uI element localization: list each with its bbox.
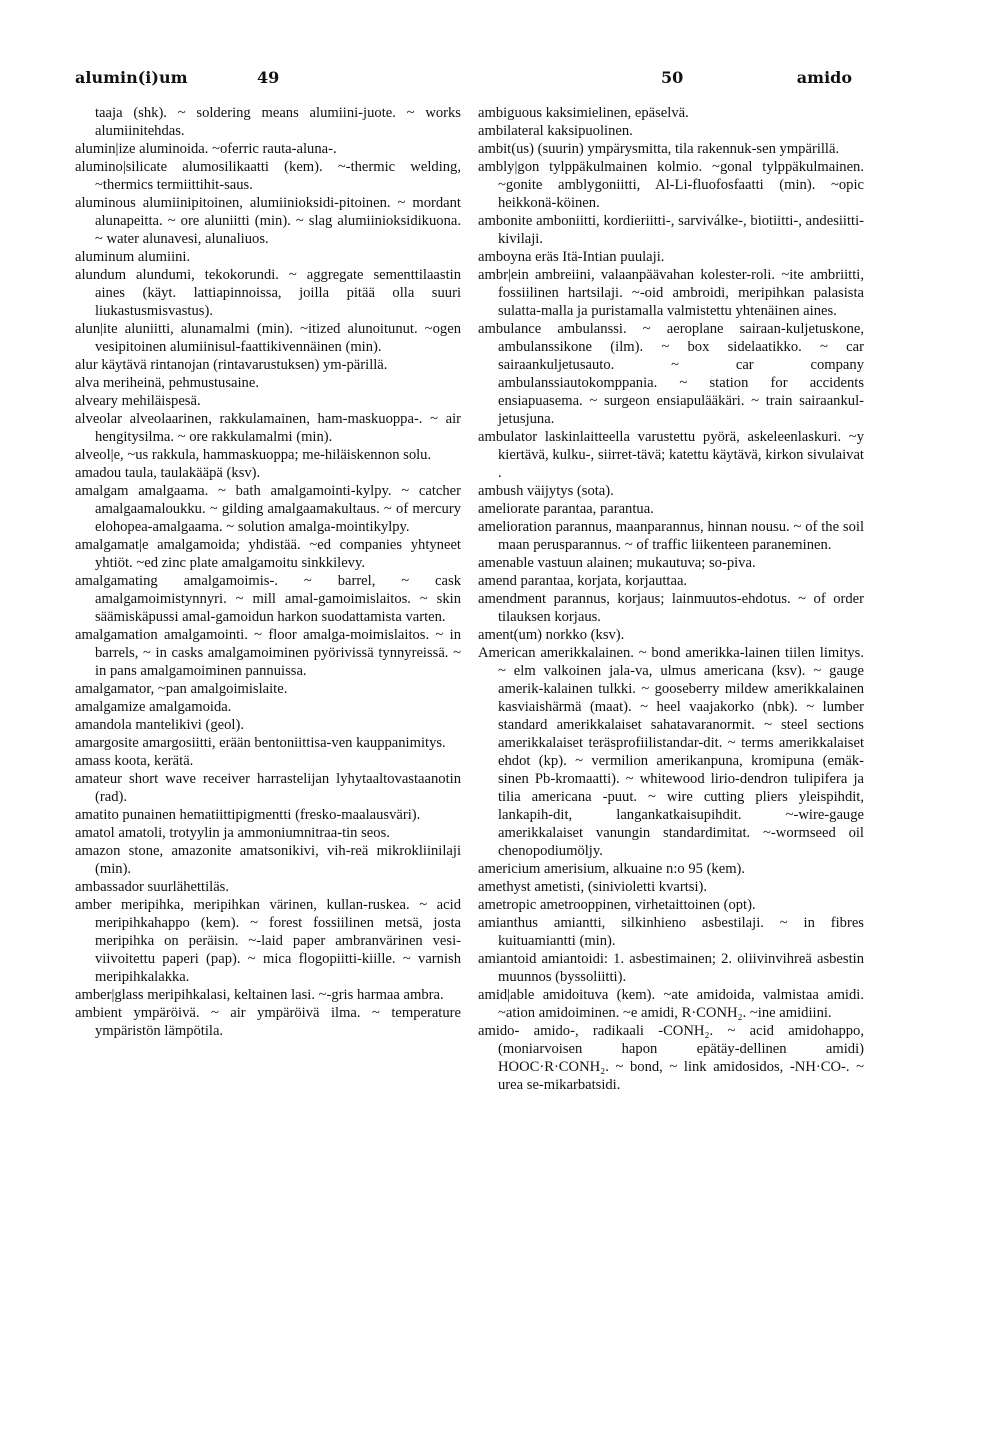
dictionary-entry: alur käytävä rintanojan (rintavarustuksen) ym-pärillä. [75, 357, 388, 373]
dictionary-entry: amazon stone, amazonite amatsonikivi, vih-reä mikrokliinilaji (min). [75, 843, 461, 877]
dictionary-entry: ambonite amboniitti, kordieriitti-, sarviválke-, biotiitti-, andesiitti-kivilaji. [478, 213, 864, 247]
dictionary-entry: ambulator laskinlaitteella varustettu pyörä, askeleenlaskuri. ~y kiertävä, kulku-, siirret-tävä; katettu käytävä, kirkon sivulaivat . [478, 429, 864, 481]
running-head-left: alumin(i)um [75, 68, 188, 87]
dictionary-entry: ambly|gon tylppäkulmainen kolmio. ~gonal tylppäkulmainen. ~gonite amblygoniitti, Al-Li-fluofosfaatti (min). ~opic heikkonä-köinen. [478, 159, 864, 211]
dictionary-entry: amend parantaa, korjata, korjauttaa. [478, 573, 688, 589]
dictionary-entry: amatol amatoli, trotyylin ja ammoniumnitraa-tin seos. [75, 825, 390, 841]
dictionary-entry: amalgam amalgaama. ~ bath amalgamointi-kylpy. ~ catcher amalgaamaloukku. ~ gilding amalgaamakultaus. ~ of mercury elohopea-amalgaama. ~ solution amalga-mointikylpy. [75, 483, 461, 535]
dictionary-entry: alveary mehiläispesä. [75, 393, 201, 409]
dictionary-entry: alveolar alveolaarinen, rakkulamainen, ham-maskuoppa-. ~ air hengitysilma. ~ ore rakkulamalmi (min). [75, 411, 461, 445]
page-number-right: 50 [661, 68, 684, 87]
running-head-right: amido [796, 68, 852, 87]
page-number-left: 49 [257, 68, 280, 87]
dictionary-entry: ament(um) norkko (ksv). [478, 627, 625, 643]
dictionary-entry: American amerikkalainen. ~ bond amerikka-lainen tiilen limitys. ~ elm valkoinen jala-va, ulmus americana (ksv). ~ gauge amerik-kalainen tulkki. ~ gooseberry mildew amerikkalainen kasviaishärmä (maat). ~ heel vaajakorko (nbk). ~ lumber standard amerikkalaiset sahatavaranormit. ~ steel sections amerikkalaiset teräsprofiilistandar-dit. ~ terms amerikkalaiset ehdot (kp). ~ vermilion amerikanpuna, kromipuna (emäk-sinen Pb-kromaatti). ~ whitewood lirio-dendron tulipifera ja tilia americana -puut. ~ wire cutting pliers yleispihdit, lankapih-dit, langankatkaisupihdit. ~-wire-gauge amerikkalaiset vanungin standardimitat. ~-wormseed oil chenopodiumöljy. [478, 645, 864, 859]
dictionary-entry: amendment parannus, korjaus; lainmuutos-ehdotus. ~ of order tilauksen korjaus. [478, 591, 864, 625]
dictionary-entry: amalgamating amalgamoimis-. ~ barrel, ~ cask amalgamoimistynnyri. ~ mill amal-gamoimislaitos. ~ skin säämiskäpussi amal-gamoidun harkon suodattamista varten. [75, 573, 461, 625]
dictionary-entry: amargosite amargosiitti, erään bentoniittisa-ven kauppanimitys. [75, 735, 446, 751]
dictionary-entry: amethyst ametisti, (sinivioletti kvartsi). [478, 879, 708, 895]
dictionary-entry: alun|ite aluniitti, alunamalmi (min). ~itized alunoitunut. ~ogen vesipitoinen alumiinisul-faattikivennäinen (min). [75, 321, 461, 355]
dictionary-entry: alumino|silicate alumosilikaatti (kem). ~-thermic welding, ~thermics termiittihit-saus. [75, 159, 461, 193]
dictionary-entry: amido- amido-, radikaali -CONH₂. ~ acid amidohappo, (moniarvoisen hapon epätäy-dellinen amidi) HOOC·R·CONH₂. ~ bond, ~ link amidosidos, -NH·CO-. ~ urea se-mikarbatsidi. [478, 1023, 864, 1093]
dictionary-entry: amid|able amidoituva (kem). ~ate amidoida, valmistaa amidi. ~ation amidoiminen. ~e amidi, R·CONH₂. ~ine amidiini. [478, 987, 864, 1021]
right-column [478, 104, 864, 1094]
dictionary-entry: amenable vastuun alainen; mukautuva; so-piva. [478, 555, 756, 571]
dictionary-entry: amboyna eräs Itä-Intian puulaji. [478, 249, 665, 265]
dictionary-entry: amatito punainen hematiittipigmentti (fresko-maalausväri). [75, 807, 421, 823]
dictionary-entry: amass koota, kerätä. [75, 753, 194, 769]
dictionary-entry: americium amerisium, alkuaine n:o 95 (kem). [478, 861, 746, 877]
dictionary-entry: aluminum alumiini. [75, 249, 191, 265]
dictionary-entry: ambush väijytys (sota). [478, 483, 614, 499]
dictionary-entry: ambit(us) (suurin) ympärysmitta, tila rakennuk-sen ympärillä. [478, 141, 840, 157]
dictionary-entry: amalgamation amalgamointi. ~ floor amalga-moimislaitos. ~ in barrels, ~ in casks amalgamoiminen pyörivissä tynnyreissä. ~ in pans amalgamoiminen pannuissa. [75, 627, 461, 679]
dictionary-entry: amber meripihka, meripihkan värinen, kullan-ruskea. ~ acid meripihkahappo (kem). ~ forest fossiilinen metsä, josta meripihka on peräisin. ~-laid paper ambranvärinen vesi-viivoitettu paperi (pap). ~ mica flogopiitti-kiille. ~ varnish meripihkalakka. [75, 897, 461, 985]
dictionary-entry: amateur short wave receiver harrastelijan lyhytaaltovastaanotin (rad). [75, 771, 461, 805]
dictionary-entry: ambiguous kaksimielinen, epäselvä. [478, 105, 689, 121]
dictionary-entry: amalgamize amalgamoida. [75, 699, 232, 715]
dictionary-entry: amalgamator, ~pan amalgoimislaite. [75, 681, 288, 697]
dictionary-entry: amandola mantelikivi (geol). [75, 717, 244, 733]
dictionary-entry: amber|glass meripihkalasi, keltainen lasi. ~-gris harmaa ambra. [75, 987, 444, 1003]
dictionary-entry: alundum alundumi, tekokorundi. ~ aggregate sementtilaastin aines (käyt. lattiapinnoissa, joilla pitää olla suuri liukastusmisvastus). [75, 267, 461, 319]
dictionary-entry: ameliorate parantaa, parantua. [478, 501, 654, 517]
dictionary-entry: alumin|ize aluminoida. ~oferric rauta-aluna-. [75, 141, 337, 157]
dictionary-entry: amadou taula, taulakääpä (ksv). [75, 465, 261, 481]
dictionary-entry: amelioration parannus, maanparannus, hinnan nousu. ~ of the soil maan perusparannus. ~ of traffic liikenteen paraneminen. [478, 519, 864, 553]
dictionary-entry: alveol|e, ~us rakkula, hammaskuoppa; me-hiläiskennon solu. [75, 447, 432, 463]
dictionary-entry: ambassador suurlähettiläs. [75, 879, 230, 895]
left-column [75, 104, 461, 1040]
dictionary-entry: amianthus amiantti, silkinhieno asbestilaji. ~ in fibres kuituamiantti (min). [478, 915, 864, 949]
dictionary-entry: alva meriheinä, pehmustusaine. [75, 375, 259, 391]
dictionary-entry: ambr|ein ambreiini, valaanpäävahan kolester-roli. ~ite ambriitti, fossiilinen hartsilaji. ~-oid ambroidi, meripihkan palasista sulatta-malla ja puristamalla valmistettu yhtenäinen aines. [478, 267, 864, 319]
dictionary-entry: aluminous alumiinipitoinen, alumiinioksidi-pitoinen. ~ mordant alunapeitta. ~ ore aluniitti (min). ~ slag alumiinioksidikuona. ~ water alunavesi, alunaliuos. [75, 195, 461, 247]
dictionary-entry: ambient ympäröivä. ~ air ympäröivä ilma. ~ temperature ympäristön lämpötila. [75, 1005, 461, 1039]
dictionary-entry: ambulance ambulanssi. ~ aeroplane sairaan-kuljetuskone, ambulanssikone (ilm). ~ box sidelaatikko. ~ car sairaankuljetusauto. ~ car company ambulanssiautokomppania. ~ station for accidents ensiapuasema. ~ surgeon ensiapulääkäri. ~ train sairaankul-jetusjuna. [478, 321, 864, 427]
dictionary-entry: amiantoid amiantoidi: 1. asbestimainen; 2. oliivinvihreä asbestin muunnos (byssoliitti). [478, 951, 864, 985]
dictionary-entry: amalgamat|e amalgamoida; yhdistää. ~ed companies yhtyneet yhtiöt. ~ed zinc plate amalgamoitu sinkkilevy. [75, 537, 461, 571]
dictionary-entry: ametropic ametrooppinen, virhetaittoinen (opt). [478, 897, 756, 913]
dictionary-entry: taaja (shk). ~ soldering means alumiini-juote. ~ works alumiinitehdas. [95, 105, 461, 139]
dictionary-entry: ambilateral kaksipuolinen. [478, 123, 633, 139]
